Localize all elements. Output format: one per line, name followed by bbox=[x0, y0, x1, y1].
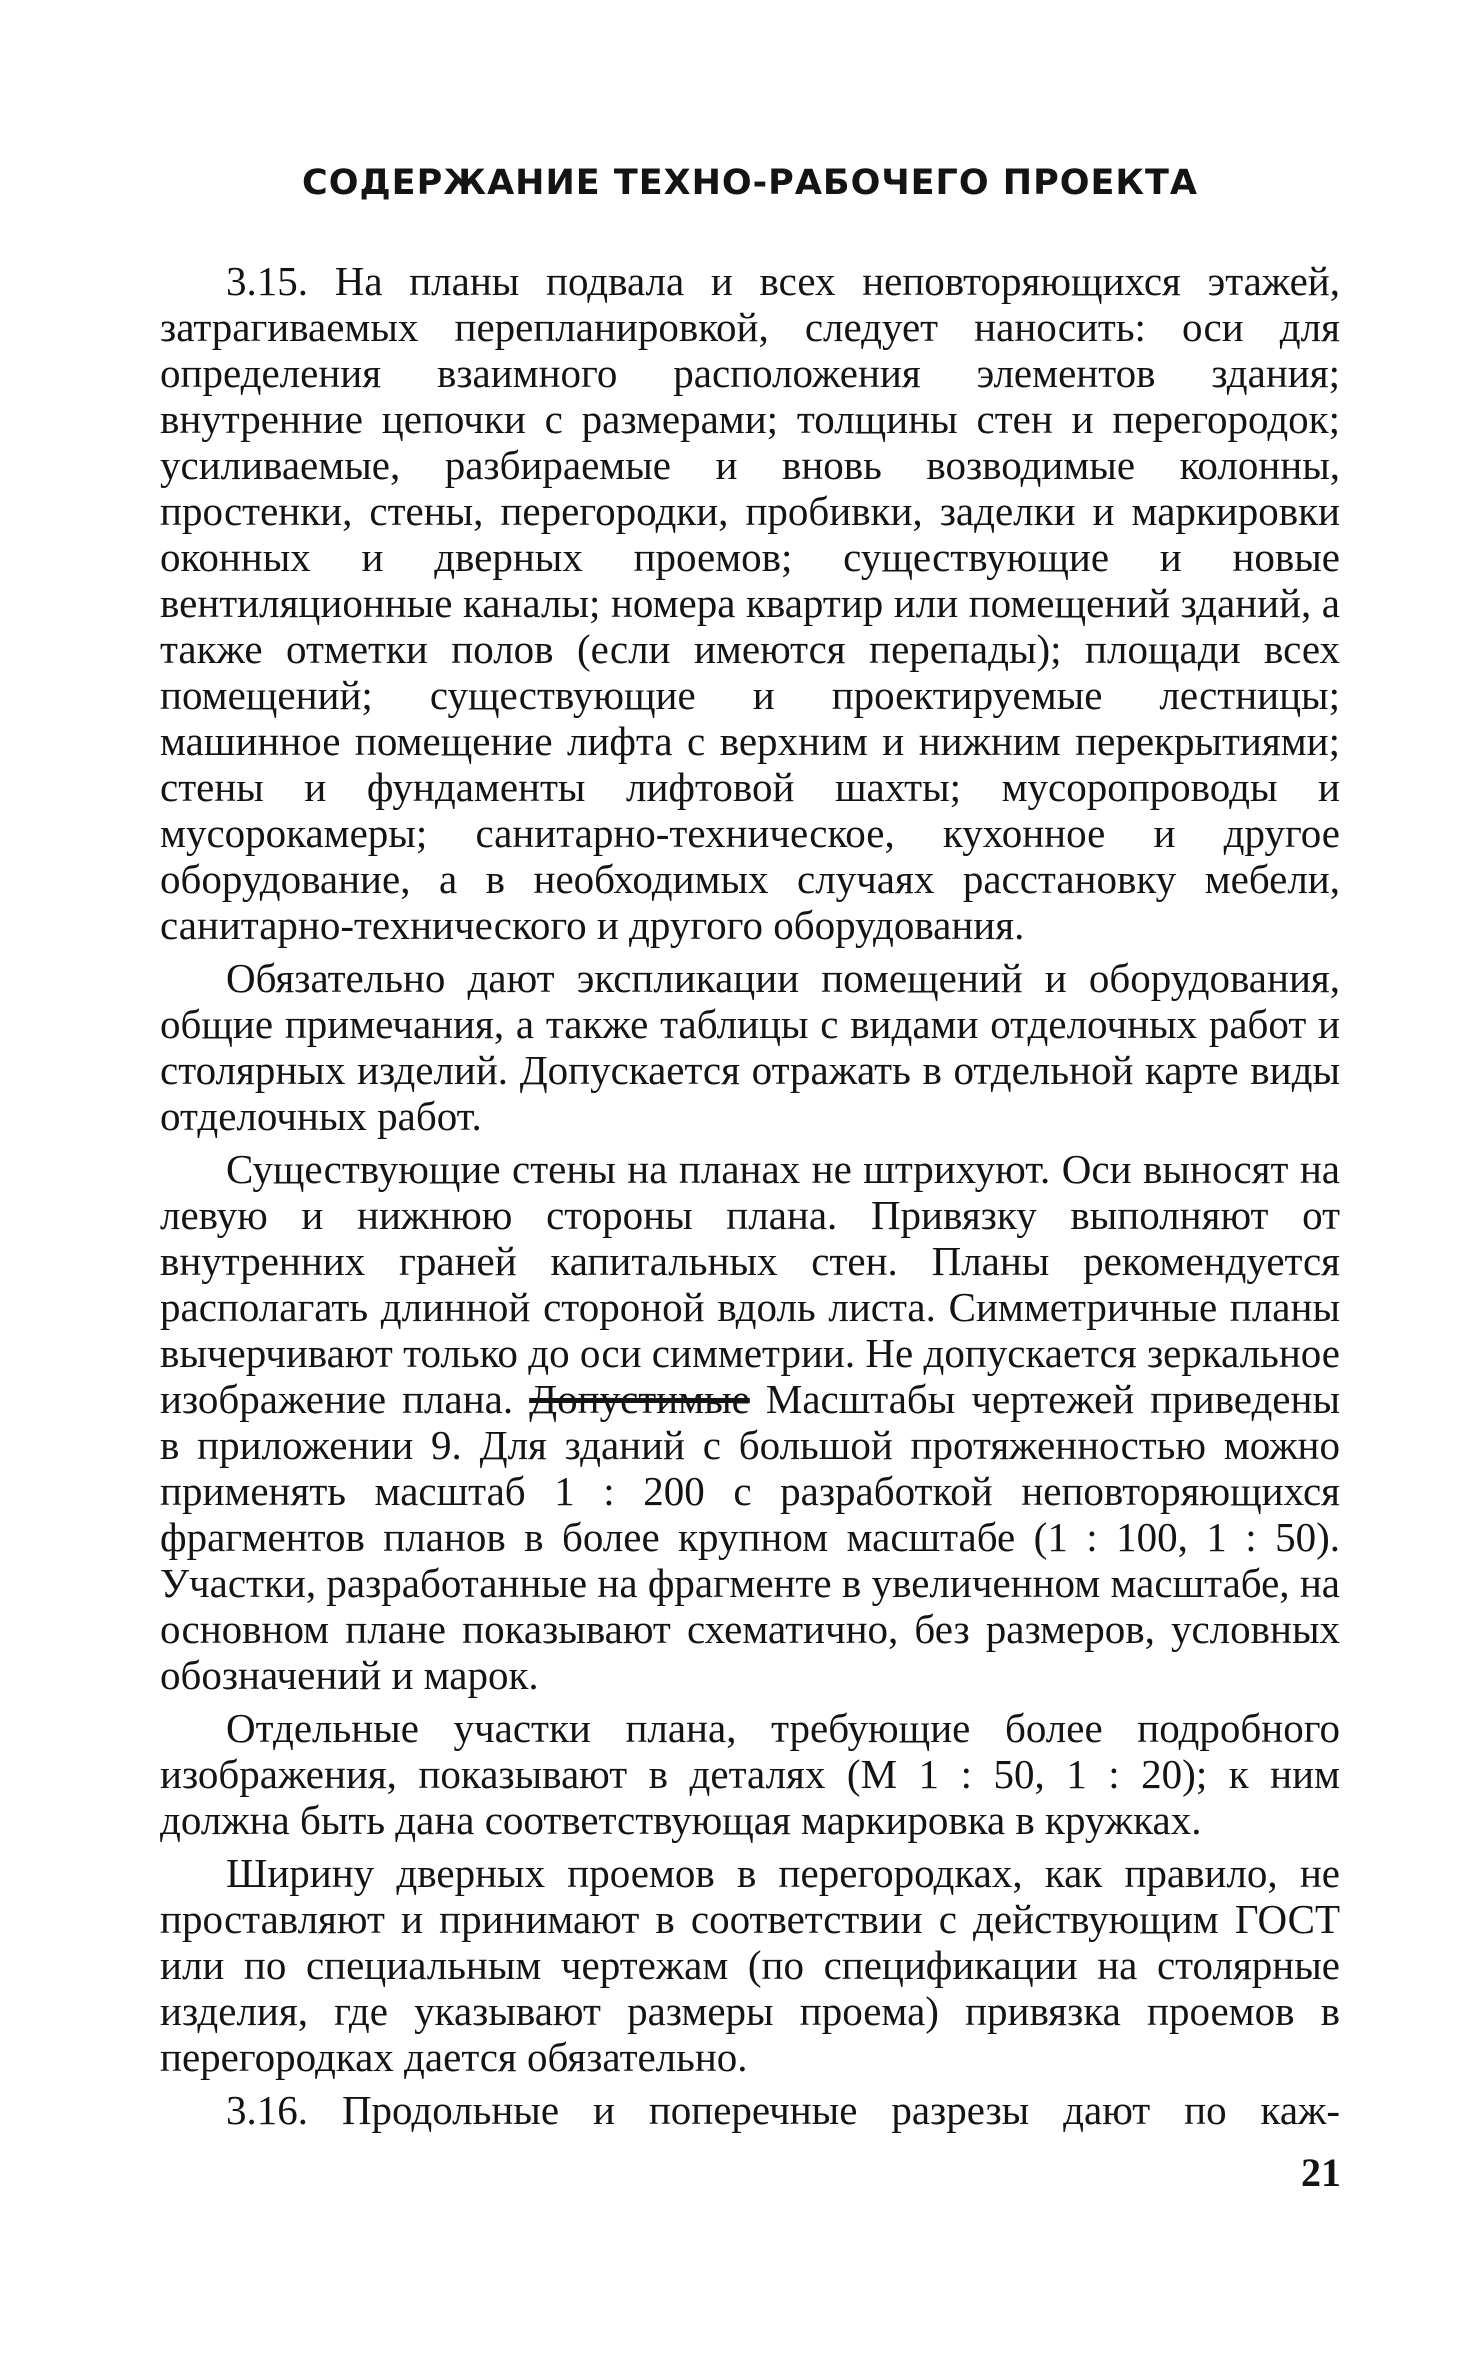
paragraph-walls-text-before: Существующие стены на планах не штрихуют. Оси выносят на левую и нижнюю стороны плана. Привязку выполняют от внутренних граней капитальных стен. Планы рекомендуется располагать длинной стороной вдоль листа. Симметричные планы вычерчивают только до оси симметрии. Не допускается зеркальное изображение плана. bbox=[160, 1146, 1340, 1422]
paragraph-3-16: 3.16. Продольные и поперечные разрезы дают по каж- bbox=[226, 2087, 1340, 2133]
paragraph-walls-text-after: Масштабы чертежей приведены в приложении 9. Для зданий с большой протяженностью можно применять масштаб 1 : 200 с разработкой неповторяющихся фрагментов планов в более крупном масштабе (1 : 100, 1 : 50). Участки, разработанные на фрагменте в увеличенном масштабе, на основном плане показывают схематично, без размеров, условных обозначений и марок. bbox=[160, 1376, 1340, 1698]
paragraph-details: Отдельные участки плана, требующие более подробного изображения, показывают в деталях (М 1 : 50, 1 : 20); к ним должна быть дана соответствующая маркировка в кружках. bbox=[160, 1705, 1340, 1843]
page-number: 21 bbox=[1301, 2150, 1341, 2195]
body-text bbox=[160, 258, 1340, 2140]
page-title: СОДЕРЖАНИЕ ТЕХНО-РАБОЧЕГО ПРОЕКТА bbox=[302, 163, 1198, 203]
paragraph-walls-and-scales bbox=[160, 1146, 1340, 1698]
paragraph-door-openings: Ширину дверных проемов в перегородках, как правило, не проставляют и принимают в соответствии с действующим ГОСТ или по специальным чертежам (по спецификации на столярные изделия, где указывают размеры проема) привязка проемов в перегородках дается обязательно. bbox=[160, 1850, 1340, 2080]
paragraph-3-15: 3.15. На планы подвала и всех неповторяющихся этажей, затрагиваемых перепланировкой, следует наносить: оси для определения взаимного расположения элементов здания; внутренние цепочки с размерами; толщины стен и перегородок; усиливаемые, разбираемые и вновь возводимые колонны, простенки, стены, перегородки, пробивки, заделки и маркировки оконных и дверных проемов; существующие и новые вентиляционные каналы; номера квартир или помещений зданий, а также отметки полов (если имеются перепады); площади всех помещений; существующие и проектируемые лестницы; машинное помещение лифта с верхним и нижним перекрытиями; стены и фундаменты лифтовой шахты; мусоропроводы и мусорокамеры; санитарно-техническое, кухонное и другое оборудование, а в необходимых случаях расстановку мебели, санитарно-технического и другого оборудования. bbox=[160, 258, 1340, 948]
struck-out-word: Допустимые bbox=[529, 1376, 750, 1422]
paragraph-explications: Обязательно дают экспликации помещений и оборудования, общие примечания, а также таблицы с видами отделочных работ и столярных изделий. Допускается отражать в отдельной карте виды отделочных работ. bbox=[160, 955, 1340, 1139]
